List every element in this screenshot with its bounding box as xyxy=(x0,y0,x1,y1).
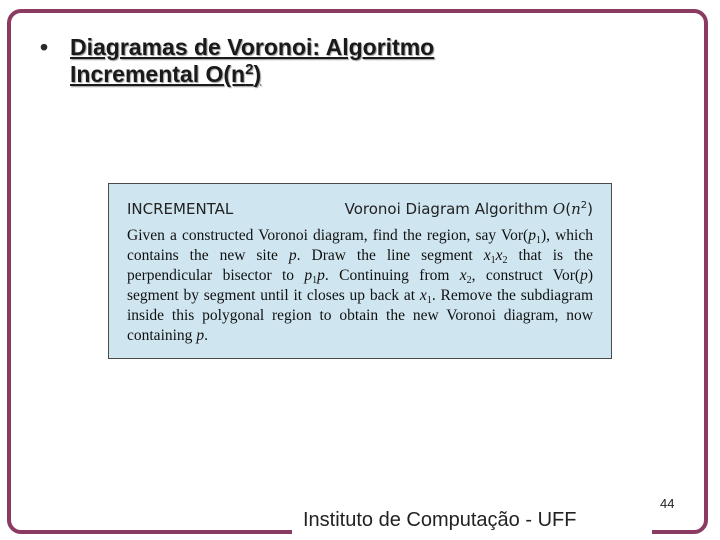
body-text: , construct Vor( xyxy=(471,267,581,284)
math-var: x xyxy=(459,267,467,284)
title-line1: Diagramas de Voronoi: Algoritmo xyxy=(70,34,435,60)
complexity-close: ) xyxy=(587,200,593,218)
math-var: p xyxy=(580,267,588,284)
title-text xyxy=(70,34,600,88)
complexity-o: O xyxy=(552,200,566,218)
math-var: x xyxy=(495,247,503,264)
math-var: p xyxy=(317,267,325,284)
math-sub: 2 xyxy=(502,255,508,266)
body-text: ), which contains the new site xyxy=(127,227,593,264)
box-label-left: INCREMENTAL xyxy=(127,200,234,218)
body-text: . Continuing from xyxy=(324,267,460,284)
math-sub: 1 xyxy=(312,275,318,286)
footer-institution: Instituto de Computação - UFF xyxy=(303,509,577,531)
math-sub: 1 xyxy=(535,235,541,246)
body-text: . Draw the line segment xyxy=(296,247,484,264)
slide-title xyxy=(40,34,600,88)
box-label-right-text: Voronoi Diagram Algorithm xyxy=(344,200,553,218)
title-bullet: • xyxy=(40,34,49,60)
body-text: Given a constructed Voronoi diagram, find the region, say Vor( xyxy=(127,227,529,244)
complexity-n: n xyxy=(571,200,581,218)
box-label-right xyxy=(345,200,593,218)
box-body xyxy=(127,226,593,346)
title-line2-prefix: Incremental O(n xyxy=(70,61,246,87)
body-text: that is the perpendicular bisector to xyxy=(127,247,593,284)
math-var: x xyxy=(483,247,491,264)
math-sub: 2 xyxy=(466,275,472,286)
page-number: 44 xyxy=(660,496,675,511)
body-text: ) segment by segment until it closes up back at xyxy=(127,267,593,304)
complexity-open: ( xyxy=(565,200,572,218)
title-exponent: 2 xyxy=(245,61,254,78)
math-sub: 1 xyxy=(426,295,432,306)
body-text: . Remove the subdiagram inside this polygonal region to obtain the new Voronoi diagram, now containing xyxy=(127,287,594,344)
math-var: p xyxy=(288,247,297,264)
body-text: . xyxy=(204,327,208,344)
math-var: p xyxy=(196,327,205,344)
math-var: p xyxy=(528,227,536,244)
algorithm-box xyxy=(108,183,612,359)
complexity-exp: 2 xyxy=(580,200,588,211)
box-header xyxy=(127,200,593,218)
title-line2-suffix: ) xyxy=(253,61,262,87)
math-var: p xyxy=(304,267,313,284)
math-sub: 1 xyxy=(490,255,496,266)
math-var: x xyxy=(419,287,427,304)
